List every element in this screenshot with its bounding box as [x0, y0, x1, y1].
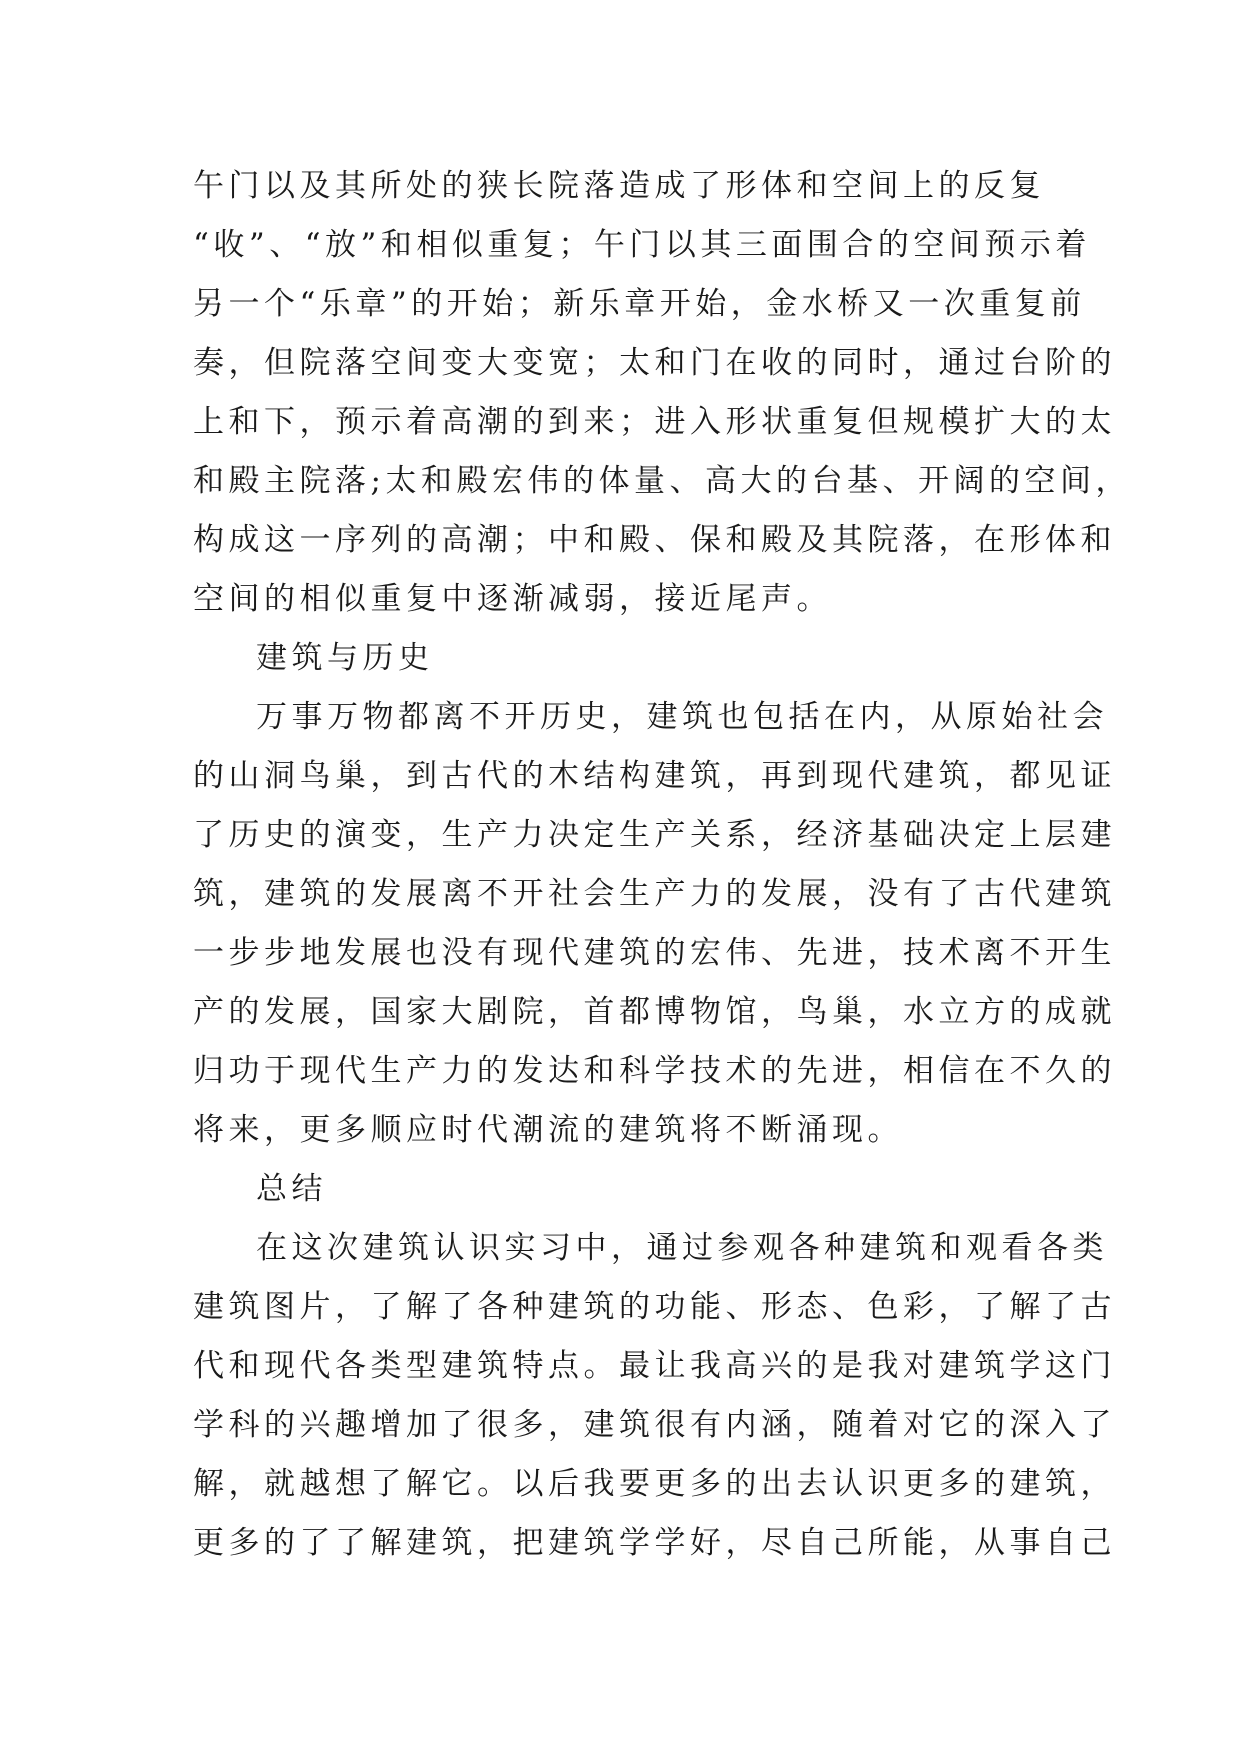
- text-line: 在这次建筑认识实习中，通过参观各种建筑和观看各类: [256, 1230, 1108, 1266]
- text-line: 建筑图片，了解了各种建筑的功能、形态、色彩，了解了古: [193, 1289, 1116, 1325]
- section-heading: 建筑与历史: [256, 640, 434, 676]
- text-line: 另一个“乐章”的开始；新乐章开始，金水桥又一次重复前: [193, 286, 1086, 322]
- text-line: 午门以及其所处的狭长院落造成了形体和空间上的反复: [193, 168, 1045, 204]
- text-line: 产的发展，国家大剧院，首都博物馆，鸟巢，水立方的成就: [193, 994, 1116, 1030]
- text-line: 代和现代各类型建筑特点。最让我高兴的是我对建筑学这门: [193, 1348, 1116, 1384]
- text-line: 筑，建筑的发展离不开社会生产力的发展，没有了古代建筑: [193, 876, 1116, 912]
- text-line: 的山洞鸟巢，到古代的木结构建筑，再到现代建筑，都见证: [193, 758, 1116, 794]
- text-line: 上和下，预示着高潮的到来；进入形状重复但规模扩大的太: [193, 404, 1116, 440]
- text-line: 更多的了了解建筑，把建筑学学好，尽自己所能，从事自己: [193, 1525, 1116, 1561]
- text-line: 奏，但院落空间变大变宽；太和门在收的同时，通过台阶的: [193, 345, 1116, 381]
- text-line: “收”、“放”和相似重复；午门以其三面围合的空间预示着: [193, 227, 1091, 263]
- text-line: 空间的相似重复中逐渐减弱，接近尾声。: [193, 581, 832, 617]
- text-line: 构成这一序列的高潮；中和殿、保和殿及其院落，在形体和: [193, 522, 1116, 558]
- text-line: 将来，更多顺应时代潮流的建筑将不断涌现。: [193, 1112, 903, 1148]
- section-heading: 总结: [256, 1171, 327, 1207]
- text-line: 归功于现代生产力的发达和科学技术的先进，相信在不久的: [193, 1053, 1116, 1089]
- text-line: 了历史的演变，生产力决定生产关系，经济基础决定上层建: [193, 817, 1116, 853]
- text-line: 学科的兴趣增加了很多，建筑很有内涵，随着对它的深入了: [193, 1407, 1116, 1443]
- text-line: 解，就越想了解它。以后我要更多的出去认识更多的建筑，: [193, 1466, 1116, 1502]
- document-body: [193, 157, 1131, 1573]
- text-line: 万事万物都离不开历史，建筑也包括在内，从原始社会: [256, 699, 1108, 735]
- text-line: 和殿主院落;太和殿宏伟的体量、高大的台基、开阔的空间，: [193, 463, 1131, 499]
- text-line: 一步步地发展也没有现代建筑的宏伟、先进，技术离不开生: [193, 935, 1116, 971]
